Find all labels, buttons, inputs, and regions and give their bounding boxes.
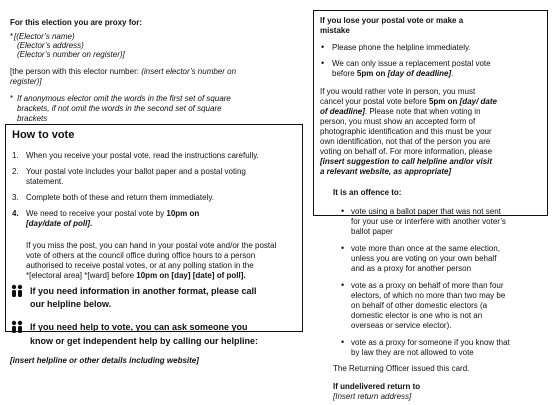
elector-number: (Elector’s number on register)] xyxy=(17,50,125,59)
cancel-6: own identification, not that of the person you are xyxy=(320,137,491,146)
proxy-heading: For this election you are proxy for: xyxy=(10,18,143,27)
offence-4b: by law they are not allowed to vote xyxy=(351,348,474,357)
lose-title-1: If you lose your postal vote or make a xyxy=(320,16,464,25)
info-text-2: our helpline below. xyxy=(30,299,112,309)
offence-3e: overseas or service elector). xyxy=(351,321,452,330)
person-line-2: register)] xyxy=(10,77,42,86)
step-4-number: 4. xyxy=(12,209,19,218)
step-3-number: 3. xyxy=(12,193,19,202)
offence-4a: vote as a proxy for someone if you know that xyxy=(351,338,510,347)
miss-post-3: authorised to receive postal votes, or at any polling station in the xyxy=(26,261,254,270)
offence-3d: domestic elector is one who is not an xyxy=(351,311,483,320)
cancel-5: photographic identification and this must be your xyxy=(320,127,492,136)
bullet-icon: • xyxy=(341,243,345,253)
elector-name: [(Elector’s name) xyxy=(14,32,75,41)
offence-2a: vote more than once at the same election, xyxy=(351,244,500,253)
help-text-2: know or get independent help by calling our helpline: xyxy=(30,336,259,346)
step-4-text: We need to receive your postal vote by 10pm on xyxy=(26,209,200,218)
star-1: * xyxy=(10,32,14,41)
lose-bullet-2: We can only issue a replacement postal vote xyxy=(332,59,491,68)
offence-1c: ballot paper xyxy=(351,227,393,236)
cancel-9: a relevant website, as appropriate] xyxy=(320,167,452,176)
help-text-1: If you need help to vote, you can ask someone you xyxy=(30,322,248,332)
bullet-icon: • xyxy=(321,58,325,68)
miss-post-1: If you miss the post, you can hand in your postal vote and/or the postal xyxy=(26,241,277,250)
offence-3c: on behalf of other domestic electors (a xyxy=(351,301,488,310)
step-1-text: When you receive your postal vote, read the instructions carefully. xyxy=(26,151,259,160)
step-2-number: 2. xyxy=(12,167,19,176)
insert-helpline: [insert helpline or other details including website] xyxy=(10,356,199,365)
bullet-icon: • xyxy=(341,337,345,347)
star-2: * xyxy=(10,94,14,103)
issued-by: The Returning Officer issued this card. xyxy=(333,364,470,373)
elector-address: (Elector’s address) xyxy=(17,41,84,50)
offence-1b: for your use or interfere with another voter’s xyxy=(351,217,506,226)
help-icon xyxy=(10,320,24,334)
step-2-text-2: statement. xyxy=(26,177,64,186)
offence-2b: unless you are voting on your own behalf xyxy=(351,254,497,263)
lose-bullet-2b: before 5pm on [day of deadline]. xyxy=(332,69,454,78)
offence-2c: and as a proxy for another person xyxy=(351,264,472,273)
how-to-vote-title: How to vote xyxy=(12,129,75,141)
info-text-1: If you need information in another format, please call xyxy=(30,286,257,296)
offence-1a: vote using a ballot paper that was not sent xyxy=(351,207,501,216)
step-3-text: Complete both of these and return them immediately. xyxy=(26,193,214,202)
person-line: [the person with this elector number: (insert elector’s number on xyxy=(10,67,237,76)
bullet-icon: • xyxy=(341,206,345,216)
step-2-text: Your postal vote includes your ballot paper and a postal voting xyxy=(26,167,246,176)
step-4-date: [day/date of poll]. xyxy=(26,219,93,228)
miss-post-2: vote of others at the council office during office hours to a person xyxy=(26,251,256,260)
anon-note-1: If anonymous elector omit the words in the first set of square xyxy=(17,94,231,103)
anon-note-2: brackets, if not omit the words in the second set of square xyxy=(17,104,222,113)
bullet-icon: • xyxy=(341,280,345,290)
miss-post-4: *[electoral area] *[ward] before 10pm on [day] [date] of poll]. xyxy=(26,271,246,280)
bullet-icon: • xyxy=(321,42,325,52)
cancel-8: [insert suggestion to call helpline and/or visit xyxy=(320,157,493,166)
offence-3a: vote as a proxy on behalf of more than four xyxy=(351,281,504,290)
cancel-1: If you would rather vote in person, you must xyxy=(320,87,476,96)
cancel-3: of deadline]. Please note that when voting in xyxy=(320,107,481,116)
cancel-7: voting on behalf of. For more information, please xyxy=(320,147,493,156)
lose-bullet-1: Please phone the helpline immediately. xyxy=(332,43,471,52)
offence-title: It is an offence to: xyxy=(333,188,402,197)
lose-title-2: mistake xyxy=(320,26,350,35)
anon-note-3: brackets xyxy=(17,114,48,123)
cancel-2: cancel your postal vote before 5pm on [day/ date xyxy=(320,97,497,106)
undelivered-title: If undelivered return to xyxy=(333,382,421,391)
info-icon xyxy=(10,284,24,298)
return-address: [Insert return address] xyxy=(333,392,412,401)
step-1-number: 1. xyxy=(12,151,19,160)
offence-3b: electors, of which no more than two may be xyxy=(351,291,506,300)
cancel-4: person, you must show an accepted form of xyxy=(320,117,476,126)
